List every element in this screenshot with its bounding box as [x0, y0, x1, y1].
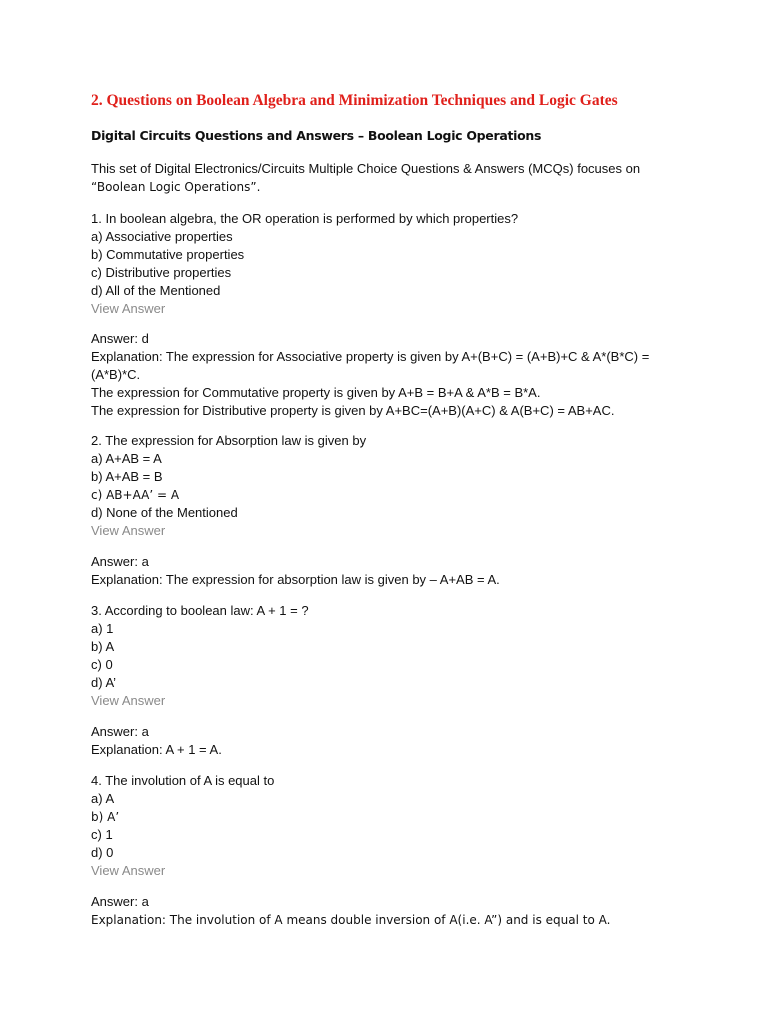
option-b: b) Commutative properties — [91, 247, 245, 262]
option-c: c) Distributive properties — [91, 265, 232, 280]
view-answer-link[interactable]: View Answer — [91, 301, 166, 316]
question-text: 4. The involution of A is equal to — [91, 773, 275, 788]
option-b: b) A — [91, 639, 115, 654]
option-a: a) A+AB = A — [91, 451, 162, 466]
answer-label: Answer: a — [91, 554, 149, 569]
option-d: d) A’ — [91, 675, 117, 690]
option-c: c) 0 — [91, 657, 113, 672]
question-text: 3. According to boolean law: A + 1 = ? — [91, 603, 309, 618]
answer-1 — [91, 330, 681, 420]
option-b: b) A’ — [91, 810, 120, 824]
answer-2 — [91, 553, 681, 589]
option-a: a) A — [91, 791, 115, 806]
view-answer-link[interactable]: View Answer — [91, 523, 166, 538]
intro-paragraph — [91, 160, 691, 196]
view-answer-link[interactable]: View Answer — [91, 863, 166, 878]
explanation-line: Explanation: The involution of A means double inversion of A(i.e. A”) and is equal to A. — [91, 913, 611, 927]
intro-text: This set of Digital Electronics/Circuits Multiple Choice Questions & Answers (MCQs) focuses on — [91, 161, 641, 176]
intro-topic: “Boolean Logic Operations”. — [91, 180, 261, 194]
explanation-line: Explanation: A + 1 = A. — [91, 742, 222, 757]
option-a: a) 1 — [91, 621, 114, 636]
option-c: c) AB+AA’ = A — [91, 488, 180, 502]
question-4 — [91, 772, 691, 880]
answer-3 — [91, 723, 681, 759]
question-text: 2. The expression for Absorption law is given by — [91, 433, 367, 448]
option-b: b) A+AB = B — [91, 469, 163, 484]
option-d: d) None of the Mentioned — [91, 505, 238, 520]
answer-label: Answer: d — [91, 331, 149, 346]
option-d: d) All of the Mentioned — [91, 283, 221, 298]
section-subtitle: Digital Circuits Questions and Answers – Boolean Logic Operations — [91, 128, 542, 143]
explanation-line: The expression for Commutative property is given by A+B = B+A & A*B = B*A. — [91, 385, 541, 400]
view-answer-link[interactable]: View Answer — [91, 693, 166, 708]
option-a: a) Associative properties — [91, 229, 233, 244]
explanation-line: Explanation: The expression for Associative property is given by A+(B+C) = (A+B)+C & A*(B*C) = (A*B)*C. — [91, 349, 650, 382]
option-c: c) 1 — [91, 827, 113, 842]
explanation-line: The expression for Distributive property is given by A+BC=(A+B)(A+C) & A(B+C) = AB+AC. — [91, 403, 615, 418]
question-text: 1. In boolean algebra, the OR operation is performed by which properties? — [91, 211, 519, 226]
explanation-line: Explanation: The expression for absorption law is given by – A+AB = A. — [91, 572, 500, 587]
question-1 — [91, 210, 691, 318]
answer-4 — [91, 893, 681, 929]
chapter-title: 2. Questions on Boolean Algebra and Minimization Techniques and Logic Gates — [91, 92, 618, 109]
question-3 — [91, 602, 691, 710]
question-2 — [91, 432, 691, 540]
option-d: d) 0 — [91, 845, 114, 860]
answer-label: Answer: a — [91, 724, 149, 739]
answer-label: Answer: a — [91, 894, 149, 909]
